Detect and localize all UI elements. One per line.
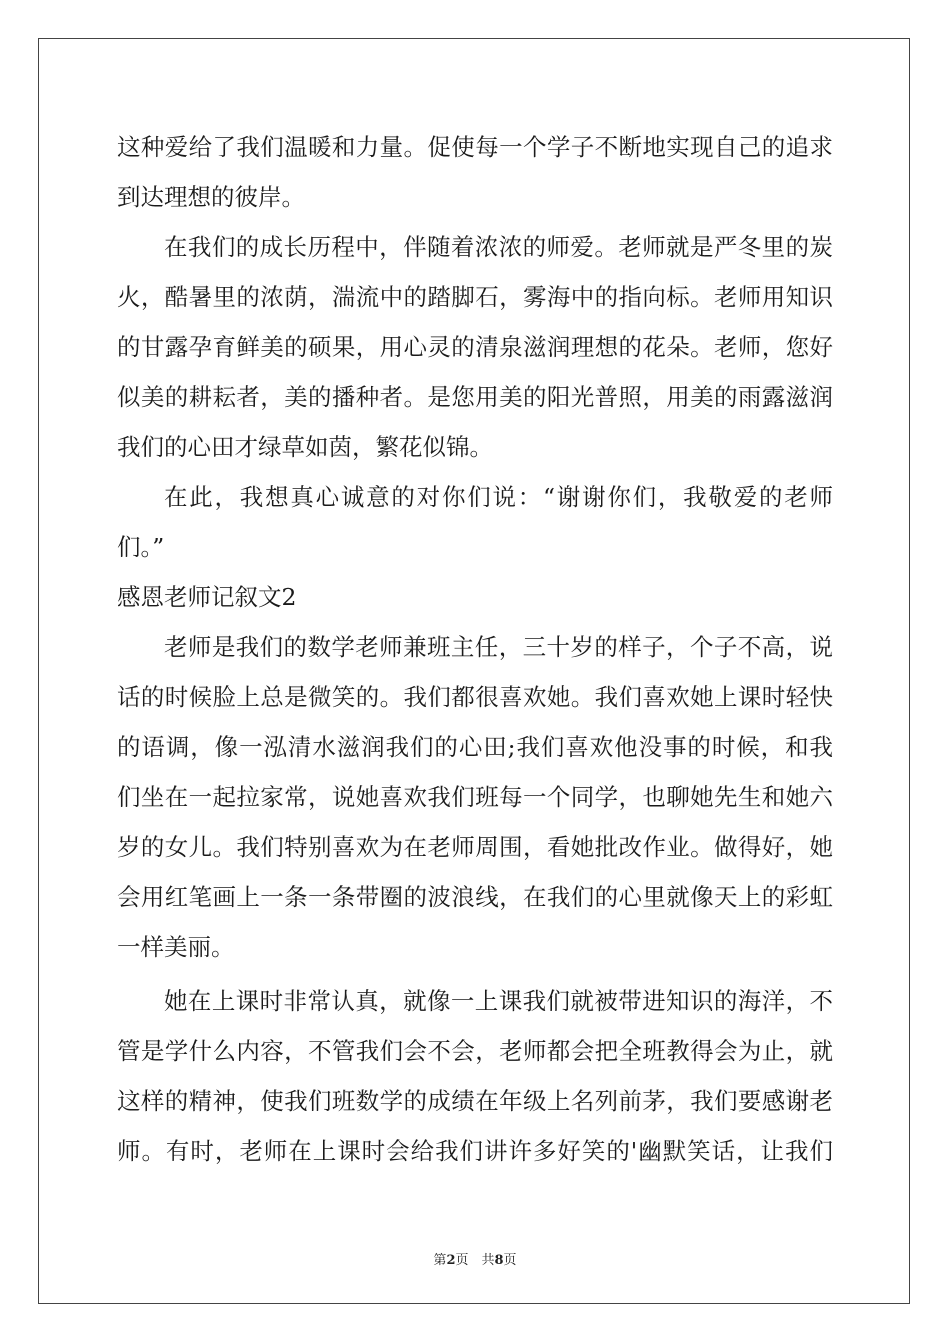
text-line: 管是学什么内容，不管我们会不会，老师都会把全班教得会为止，就	[117, 1037, 833, 1065]
page-total: 8	[494, 1253, 504, 1268]
text-line: 师。有时，老师在上课时会给我们讲许多好笑的'幽默笑话，让我们	[117, 1137, 833, 1165]
text-line: 到达理想的彼岸。	[117, 183, 305, 211]
page-current: 2	[446, 1253, 456, 1268]
page-prefix: 第	[433, 1253, 447, 1268]
text-line: 老师是我们的数学老师兼班主任，三十岁的样子，个子不高，说	[164, 633, 833, 661]
text-line: 我们的心田才绿草如茵，繁花似锦。	[117, 433, 493, 461]
text-line: 在我们的成长历程中，伴随着浓浓的师爱。老师就是严冬里的炭	[164, 233, 833, 261]
text-line: 们坐在一起拉家常，说她喜欢我们班每一个同学，也聊她先生和她六	[117, 783, 833, 811]
text-line: 她在上课时非常认真，就像一上课我们就被带进知识的海洋，不	[164, 987, 833, 1015]
text-line: 们。”	[117, 533, 165, 561]
text-line: 会用红笔画上一条一条带圈的波浪线，在我们的心里就像天上的彩虹	[117, 883, 833, 911]
text-line: 的语调，像一泓清水滋润我们的心田;我们喜欢他没事的时候，和我	[117, 733, 833, 761]
text-line: 这样的精神，使我们班数学的成绩在年级上名列前茅，我们要感谢老	[117, 1087, 833, 1115]
text-line: 这种爱给了我们温暖和力量。促使每一个学子不断地实现自己的追求	[117, 133, 833, 161]
section-heading: 感恩老师记叙文2	[117, 583, 297, 611]
text-line: 火，酷暑里的浓荫，湍流中的踏脚石，雾海中的指向标。老师用知识	[117, 283, 833, 311]
text-line: 的甘露孕育鲜美的硕果，用心灵的清泉滋润理想的花朵。老师，您好	[117, 333, 833, 361]
text-line: 岁的女儿。我们特别喜欢为在老师周围，看她批改作业。做得好，她	[117, 833, 833, 861]
document-body	[117, 122, 833, 1176]
page-footer	[0, 1249, 950, 1268]
text-line: 在此，我想真心诚意的对你们说：“谢谢你们，我敬爱的老师	[164, 483, 833, 511]
text-line: 话的时候脸上总是微笑的。我们都很喜欢她。我们喜欢她上课时轻快	[117, 683, 833, 711]
text-line: 一样美丽。	[117, 933, 235, 961]
text-line: 似美的耕耘者，美的播种者。是您用美的阳光普照，用美的雨露滋润	[117, 383, 833, 411]
page-mid: 页 共	[455, 1253, 495, 1268]
page-suffix: 页	[503, 1253, 517, 1268]
